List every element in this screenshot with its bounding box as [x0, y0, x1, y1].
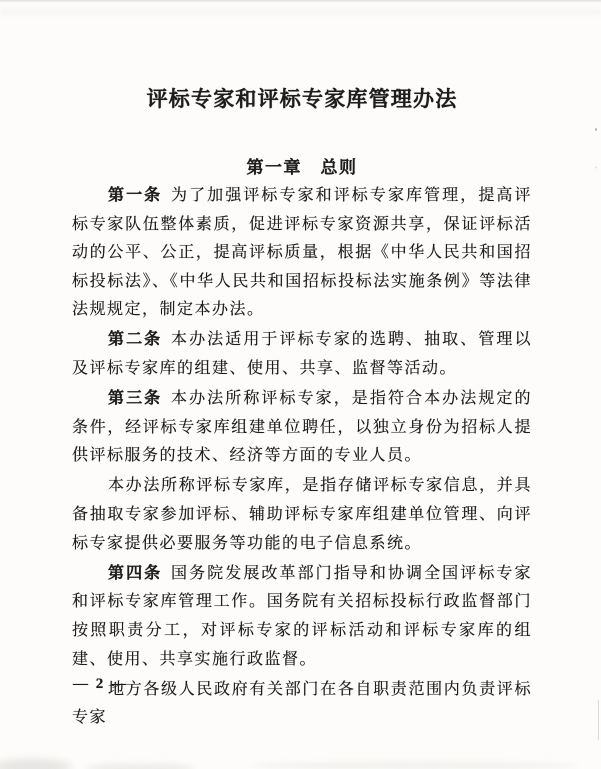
document-body [72, 182, 532, 733]
paragraph-text: 地方各级人民政府有关部门在各自职责范围内负责评标专家 [72, 680, 532, 727]
article-number: 第二条 [108, 331, 163, 349]
article-paragraph [72, 472, 532, 558]
chapter-heading: 第一章 总则 [246, 158, 358, 177]
article-paragraph [72, 385, 532, 471]
document-content [72, 0, 532, 734]
paragraph-text: 为了加强评标专家和评标专家库管理，提高评标专家队伍整体素质，促进评标专家资源共享，保证评标活动的公平、公正，提高评标质量，根据《中华人民共和国招标投标法》、《中华人民共和国招标投标法实施条例》等法律法规规定，制定本办法。 [72, 187, 532, 319]
article-paragraph [72, 326, 532, 383]
scan-smudge [250, 762, 580, 769]
document-title: 评标专家和评标专家库管理办法 [146, 87, 458, 111]
scan-smudge [0, 759, 72, 769]
article-number: 第一条 [108, 187, 163, 204]
paragraph-text: 本办法所称评标专家库，是指存储评标专家信息，并具备抽取专家参加评标、辅助评标专家库组建单位管理、向评标专家提供必要服务等功能的电子信息系统。 [72, 477, 532, 552]
article-paragraph [72, 560, 532, 674]
scan-edge-line [598, 700, 599, 740]
paragraph-text: 本办法适用于评标专家的选聘、抽取、管理以及评标专家库的组建、使用、共享、监督等活动。 [72, 331, 532, 378]
article-paragraph [72, 676, 532, 733]
paragraph-text: 国务院发展改革部门指导和协调全国评标专家和评标专家库管理工作。国务院有关招标投标行政监督部门按照职责分工，对评标专家的评标活动和评标专家库的组建、使用、共享实施行政监督。 [72, 564, 532, 668]
article-paragraph [72, 182, 532, 325]
scan-smudge [85, 763, 195, 769]
page-number: — 2 — [73, 676, 128, 692]
paragraph-text: 本办法所称评标专家，是指符合本办法规定的条件，经评标专家库组建单位聘任，以独立身份为招标人提供评标服务的技术、经济等方面的专业人员。 [72, 390, 532, 465]
scan-speck [595, 128, 597, 131]
article-number: 第四条 [108, 564, 163, 582]
article-number: 第三条 [108, 390, 163, 408]
